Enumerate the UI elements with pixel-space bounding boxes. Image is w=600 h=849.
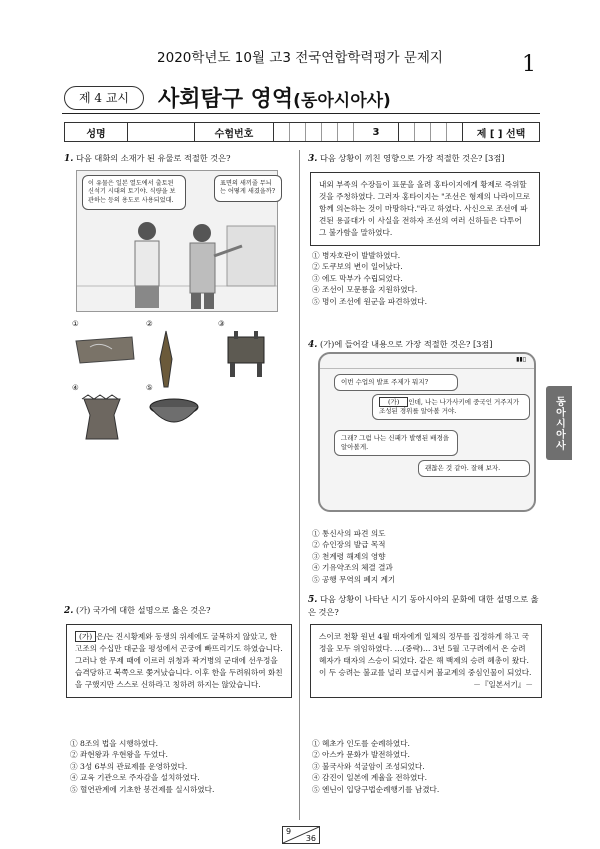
q4-number: 4.: [308, 340, 318, 350]
q2-passage-marker: (가): [75, 631, 96, 642]
q3-choice-1[interactable]: ① 병자호란이 발발하였다.: [312, 251, 401, 260]
q5-source: －『일본서기』－: [473, 680, 533, 689]
jomon-pot-icon: [72, 393, 132, 447]
q3-choice-5[interactable]: ⑤ 명이 조선에 원군을 파견하였다.: [312, 296, 428, 306]
q2-choice-1[interactable]: ① 8조의 법을 시행하였다.: [70, 739, 159, 748]
choice-marker: ⑤: [146, 383, 153, 392]
q5-prompt-text: 다음 상황이 나타난 시기 동아시아의 문화에 대한 설명으로 옳은 것은?: [308, 594, 539, 617]
subject-side-tab: 동아시아사: [546, 386, 572, 460]
q4-prompt: [308, 338, 540, 351]
exam-digit-box[interactable]: [399, 123, 415, 141]
q2-choice-5[interactable]: ⑤ 혈연관계에 기초한 봉건제를 실시하였다.: [70, 784, 215, 794]
q4-choices: [312, 528, 536, 585]
q1-choice-3[interactable]: [218, 318, 274, 383]
q3-passage-box: 내외 부족의 수장들이 표문을 올려 홍타이지에게 황제로 즉위할 것을 주청하였다. 그러자 홍타이지는 "조선은 형제의 나라이므로 함께 의논하는 것이 마땅하다."라고 하였다. 사신으로 조선에 파견된 용골대가 이 사실을 전하자 조선의 여러 신하들은 다투어 그 불가함을 말하였다.: [310, 172, 540, 246]
info-bar: [64, 122, 540, 142]
choice-marker: ②: [146, 319, 153, 328]
chat-message-3: 그래? 그럼 나는 신패가 발행된 배경을 알아볼게.: [334, 430, 458, 456]
q5-choices: [312, 738, 536, 795]
column-divider: [299, 150, 300, 820]
q2-prompt: [64, 604, 292, 617]
chat-message-4: 괜찮은 것 같아. 잘해 보자.: [418, 460, 530, 477]
exam-digit-box[interactable]: [306, 123, 322, 141]
q1-speech-bubble-left: 이 유물은 일본 열도에서 출토된 신석기 시대의 토기야. 식량을 보관하는 등의 용도로 사용되었대.: [82, 175, 186, 210]
exam-digit-box[interactable]: [447, 123, 463, 141]
chat-2-marker: (가): [379, 397, 408, 407]
name-field[interactable]: [128, 123, 195, 141]
period-badge: 제 4 교시: [64, 86, 144, 110]
exam-digit-box[interactable]: [290, 123, 306, 141]
page-number: 1: [522, 52, 536, 77]
q5-choice-1[interactable]: ① 혜초가 인도를 순례하였다.: [312, 739, 410, 748]
header-rule: [62, 113, 540, 114]
exam-digit-fixed: 3: [354, 123, 399, 141]
chat-2-text: 인데, 나는 나가사키에 중국인 거주지가 조성된 경위를 알아볼 거야.: [379, 398, 520, 415]
subject-name: 사회탐구 영역: [158, 87, 294, 112]
q2-choice-2[interactable]: ② 좌현왕과 우현왕을 두었다.: [70, 750, 168, 760]
q1-speech-bubble-right: 표면의 새끼줄 무늬는 어떻게 새겼을까?: [214, 175, 282, 202]
exam-digit-box[interactable]: [322, 123, 338, 141]
q1-prompt-text: 다음 대화의 소재가 된 유물로 적절한 것은?: [76, 153, 231, 163]
q1-choice-5[interactable]: [146, 382, 202, 437]
q4-choice-2[interactable]: ② 슈인장의 발급 목적: [312, 540, 386, 550]
q5-choice-2[interactable]: ② 아스카 문화가 발전하였다.: [312, 750, 410, 760]
q2-choice-4[interactable]: ④ 교육 기관으로 주자감을 설치하였다.: [70, 773, 200, 783]
q5-passage-text: 스이코 천황 원년 4월 태자에게 일체의 정무를 집정하게 하고 국정을 모두 위임하였다. …(중략)… 3년 5월 고구려에서 온 승려 혜자가 태자의 스승이 되었다. 같은 해 백제의 승려 혜총이 왔다. 이 두 승려는 불교를 널리 보급시켜 불교계의 중심인물이 되었다.: [319, 632, 532, 677]
q2-choices: [70, 738, 292, 795]
q3-prompt-text: 다음 상황이 끼친 영향으로 가장 적절한 것은? [3점]: [320, 153, 505, 163]
q1-number: 1.: [64, 154, 74, 164]
q2-passage-text: 은/는 진시황제와 동생의 위세에도 굴복하지 않았고, 한 고조의 수십만 대군을 평성에서 곤궁에 빠뜨리기도 하였습니다. 그러나 한 무제 때에 이르러 위청과 곽거병의 군대에 선우정을 습격당하고 북쪽으로 쫓겨났습니다. 이후 한을 두려워하여 화친을 구했지만 스스로 신하라고 칭하려 하지는 않았습니다.: [75, 632, 283, 689]
battery-icon: ▮▮▯: [516, 356, 526, 363]
q3-choice-2[interactable]: ② 도쿠보의 변이 일어났다.: [312, 262, 403, 272]
q3-prompt: [308, 152, 540, 165]
name-label: 성명: [65, 123, 128, 141]
choice-marker: ③: [218, 319, 225, 328]
exam-title: 2020학년도 10월 고3 전국연합학력평가 문제지: [157, 50, 443, 66]
q3-choices: [312, 250, 536, 307]
q2-choice-3[interactable]: ③ 3성 6부의 관료제를 운영하였다.: [70, 761, 188, 771]
footer-page: 9: [286, 827, 292, 836]
q5-choice-5[interactable]: ⑤ 엔닌이 입당구법순례행기를 남겼다.: [312, 784, 440, 794]
choice-marker: ①: [72, 319, 79, 328]
choice-label: 제 [ ] 선택: [476, 128, 526, 140]
pottery-fragment-icon: [72, 329, 138, 369]
q1-choice-1[interactable]: [72, 318, 138, 373]
q5-choice-4[interactable]: ④ 감진이 일본에 계율을 전하였다.: [312, 773, 428, 783]
q1-prompt: [64, 152, 292, 165]
q5-passage-box: [310, 624, 542, 698]
q4-choice-3[interactable]: ③ 천계령 해제의 영향: [312, 551, 386, 561]
q4-choice-5[interactable]: ⑤ 공행 무역의 폐지 계기: [312, 574, 396, 584]
q2-prompt-text: (가) 국가에 대한 설명으로 옳은 것은?: [76, 605, 211, 615]
exam-digit-box[interactable]: [415, 123, 431, 141]
q2-passage-box: [66, 624, 292, 698]
q4-prompt-text: (가)에 들어갈 내용으로 가장 적절한 것은? [3점]: [320, 339, 493, 349]
q4-phone-chat: [318, 352, 536, 512]
q2-number: 2.: [64, 606, 74, 616]
footer-page-box: [282, 826, 320, 844]
exam-digit-box[interactable]: [274, 123, 290, 141]
q3-choice-4[interactable]: ④ 조선이 모문룡을 지원하였다.: [312, 285, 418, 295]
bronze-vessel-icon: [218, 329, 274, 379]
footer-total: 36: [305, 834, 316, 843]
q1-choice-4[interactable]: [72, 382, 132, 451]
subject-sub: (동아시아사): [293, 91, 391, 111]
q5-number: 5.: [308, 595, 318, 605]
bronze-spear-icon: [146, 329, 186, 389]
exam-digit-box[interactable]: [431, 123, 447, 141]
q3-choice-3[interactable]: ③ 에도 막부가 수립되었다.: [312, 273, 403, 283]
q4-choice-4[interactable]: ④ 기유약조의 체결 결과: [312, 563, 393, 573]
exam-number-label: 수험번호: [195, 123, 274, 141]
choice-marker: ④: [72, 383, 79, 392]
phone-status-bar: [320, 354, 534, 369]
subject-title: [158, 82, 391, 113]
q3-number: 3.: [308, 154, 318, 164]
q4-choice-1[interactable]: ① 통신사의 파견 의도: [312, 529, 386, 538]
chat-message-1: 이번 수업의 발표 주제가 뭐지?: [334, 374, 458, 391]
chat-message-2: [372, 394, 530, 420]
q5-prompt: [308, 593, 540, 618]
q5-choice-3[interactable]: ③ 불국사와 석굴암이 조성되었다.: [312, 761, 425, 771]
exam-digit-box[interactable]: [338, 123, 354, 141]
bowl-icon: [146, 393, 202, 433]
